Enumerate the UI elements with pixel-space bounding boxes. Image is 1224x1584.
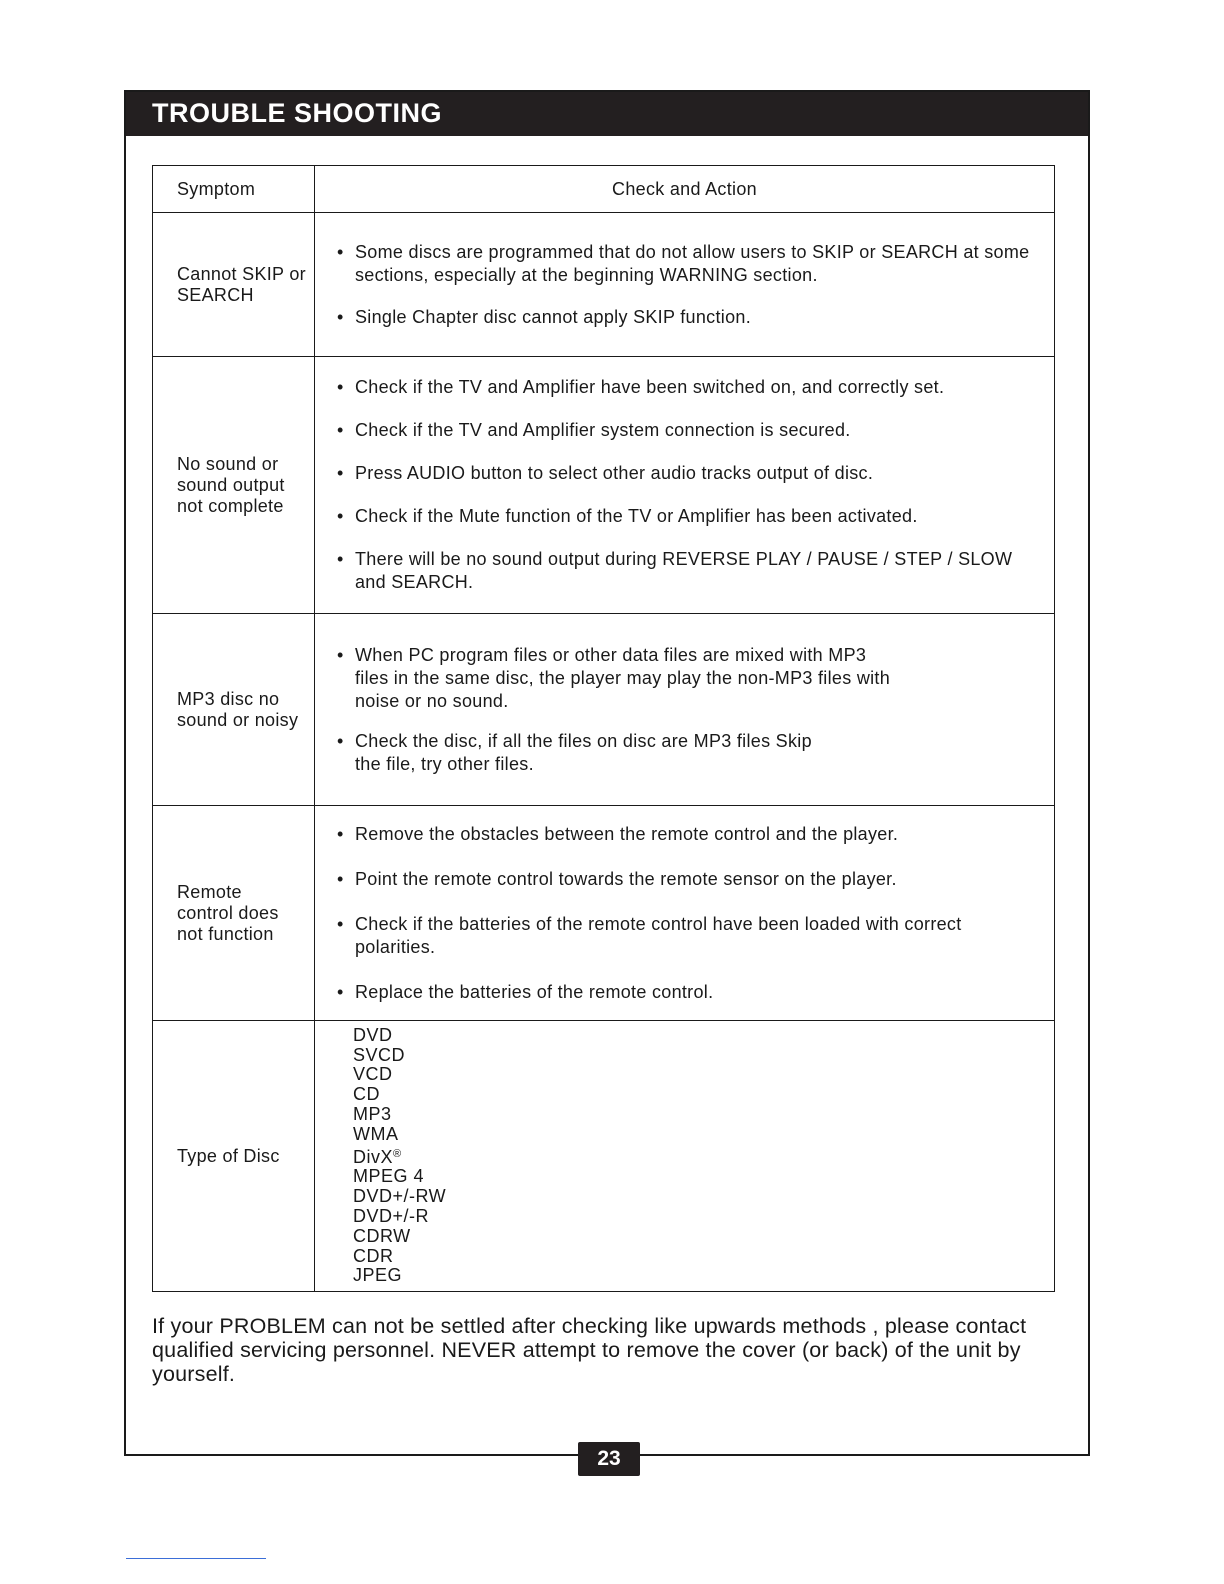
disc-type-item: JPEG	[353, 1265, 403, 1286]
action-list	[355, 823, 1034, 1004]
disc-type-item: MPEG 4	[353, 1166, 425, 1187]
disc-type-item: DVD+/-R	[353, 1205, 430, 1226]
page-number: 23	[578, 1442, 640, 1476]
disc-type-item	[353, 1145, 1034, 1168]
action-cell	[315, 213, 1055, 357]
disc-type-item: WMA	[353, 1123, 399, 1144]
action-item: • Check the disc, if all the files on disc are MP3 files Skip the file, try other files.	[355, 730, 1034, 776]
disc-type-item: CDR	[353, 1245, 394, 1266]
column-header-check-action: Check and Action	[315, 166, 1055, 213]
action-item: • Some discs are programmed that do not allow users to SKIP or SEARCH at some sections, especially at the beginning WARNING section.	[355, 241, 1034, 287]
action-cell	[315, 357, 1055, 614]
registered-mark: ®	[393, 1147, 402, 1160]
action-item: • Single Chapter disc cannot apply SKIP function.	[355, 306, 1034, 329]
page-frame	[124, 90, 1090, 1470]
disc-type-item: CDRW	[353, 1225, 411, 1246]
page-title: TROUBLE SHOOTING	[152, 98, 442, 128]
action-item: • Check if the TV and Amplifier have been switched on, and correctly set.	[355, 376, 1034, 399]
column-header-symptom: Symptom	[153, 166, 315, 213]
table-header-row	[153, 166, 1055, 213]
action-item: • When PC program files or other data files are mixed with MP3 files in the same disc, the player may play the non-MP3 files with noise or no sound.	[355, 644, 1034, 713]
disc-type-item: VCD	[353, 1064, 393, 1085]
disc-type-item: MP3	[353, 1104, 392, 1124]
symptom-cell: No sound or sound output not complete	[153, 357, 315, 614]
action-cell	[315, 806, 1055, 1021]
action-item: • Point the remote control towards the remote sensor on the player.	[355, 868, 1034, 891]
action-item: • Check if the TV and Amplifier system connection is secured.	[355, 419, 1034, 442]
service-note: If your PROBLEM can not be settled after checking like upwards methods , please contact qualified servicing personnel. NEVER attempt to remove the cover (or back) of the unit by yourself.	[152, 1314, 1027, 1386]
symptom-cell: Type of Disc	[153, 1021, 315, 1292]
symptom-cell: MP3 disc no sound or noisy	[153, 614, 315, 806]
table-row	[153, 1021, 1055, 1292]
table-row	[153, 213, 1055, 357]
action-list	[355, 644, 1034, 776]
action-item: • Press AUDIO button to select other audio tracks output of disc.	[355, 462, 1034, 485]
action-list	[355, 376, 1034, 594]
disc-type-cell	[315, 1021, 1055, 1292]
action-item: • Check if the Mute function of the TV or Amplifier has been activated.	[355, 505, 1034, 528]
footer-rule	[126, 1558, 266, 1559]
table-row	[153, 806, 1055, 1021]
action-item: • Check if the batteries of the remote control have been loaded with correct polarities.	[355, 913, 1034, 959]
action-cell	[315, 614, 1055, 806]
disc-type-divx: DivX	[353, 1146, 394, 1167]
action-list	[355, 241, 1034, 329]
action-item: • There will be no sound output during REVERSE PLAY / PAUSE / STEP / SLOW and SEARCH.	[355, 548, 1034, 594]
table-row	[153, 614, 1055, 806]
disc-type-item: CD	[353, 1084, 380, 1105]
action-item: • Remove the obstacles between the remote control and the player.	[355, 823, 1034, 846]
table-row	[153, 357, 1055, 614]
disc-type-item: DVD+/-RW	[353, 1186, 447, 1207]
troubleshooting-table	[152, 165, 1055, 1292]
symptom-cell: Remote control does not function	[153, 806, 315, 1021]
section-banner	[126, 92, 1088, 136]
disc-type-item: SVCD	[353, 1044, 406, 1065]
symptom-cell: Cannot SKIP or SEARCH	[153, 213, 315, 357]
disc-type-item: DVD	[353, 1024, 393, 1045]
action-item: • Replace the batteries of the remote control.	[355, 981, 1034, 1004]
disc-type-list	[353, 1026, 1034, 1286]
